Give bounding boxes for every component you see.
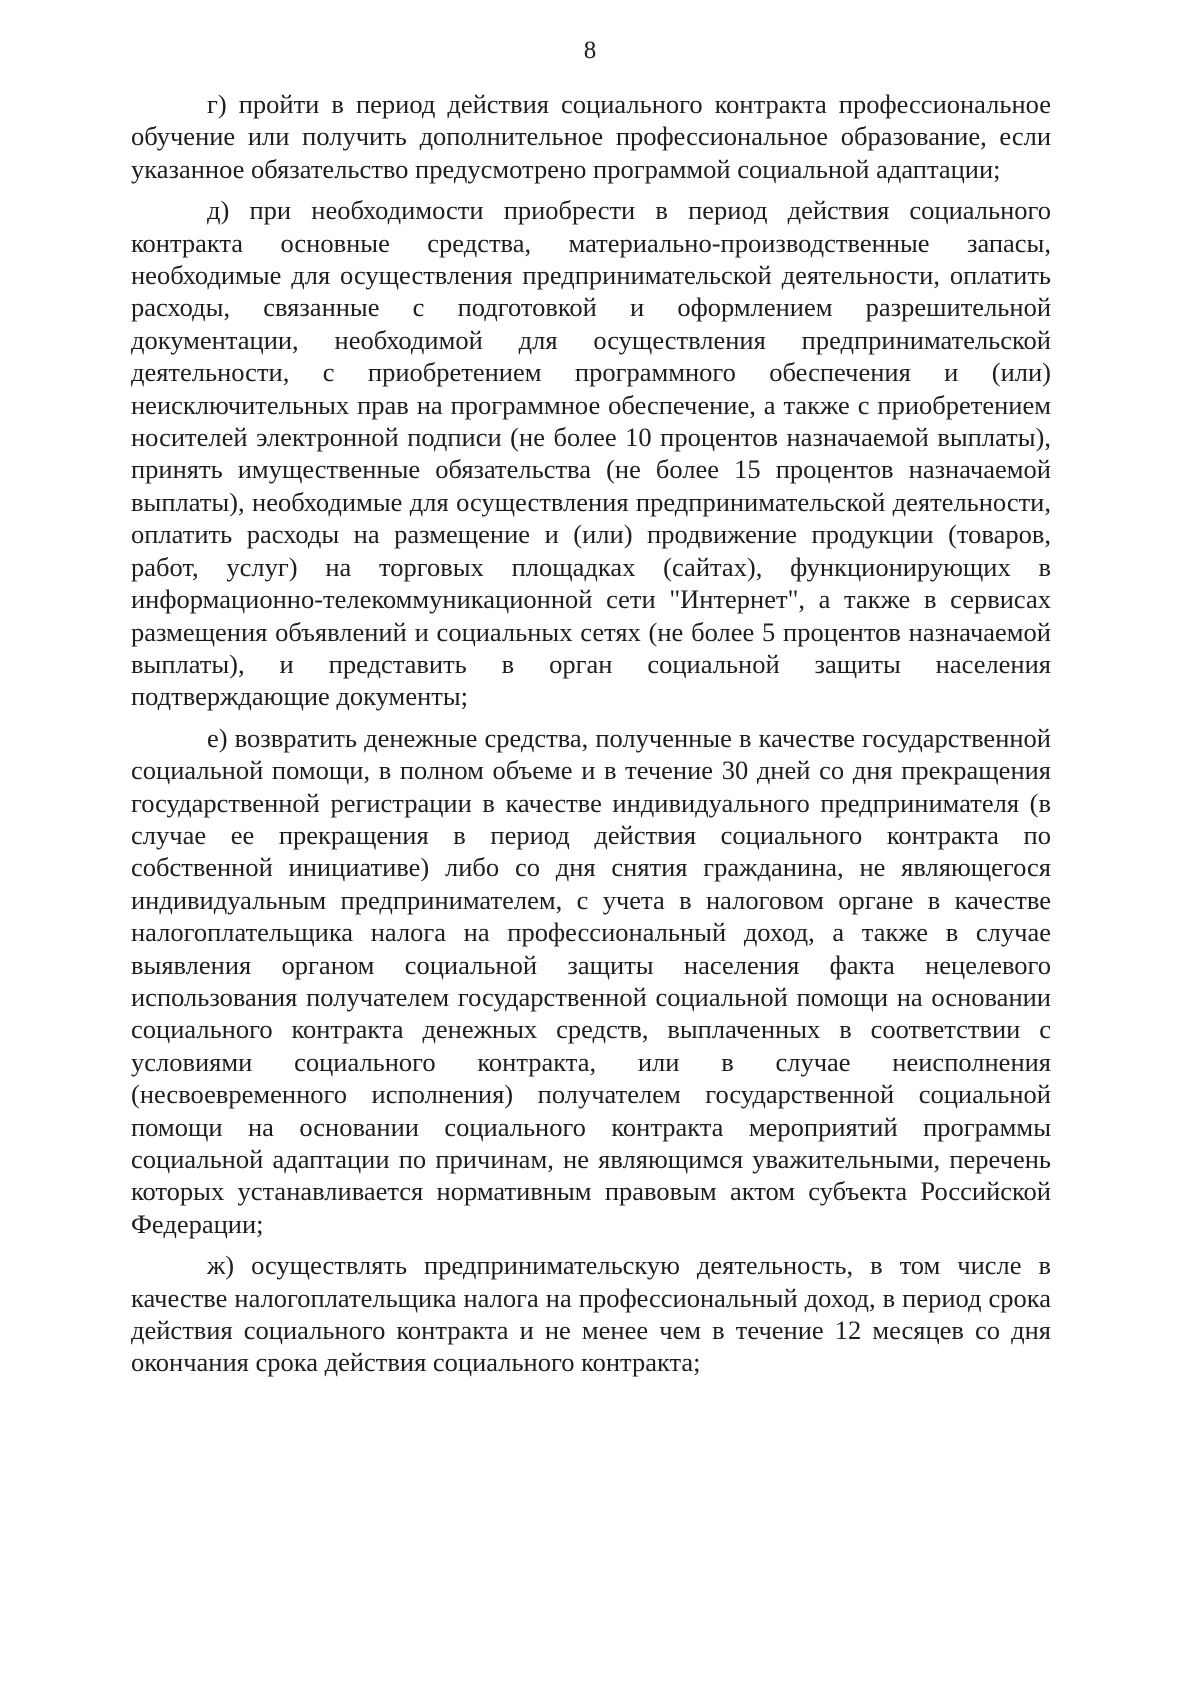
paragraph-e: е) возвратить денежные средства, полученные в качестве государственной социальной помощи, в полном объеме и в течение 30 дней со дня прекращения государственной регистрации в качестве индивидуального предпринимателя (в случае ее прекращения в период действия социального контракта по собственной инициативе) либо со дня снятия гражданина, не являющегося индивидуальным предпринимателем, с учета в налоговом органе в качестве налогоплательщика налога на профессиональный доход, а также в случае выявления органом социальной защиты населения факта нецелевого использования получателем государственной социальной помощи на основании социального контракта денежных средств, выплаченных в соответствии с условиями социального контракта, или в случае неисполнения (несвоевременного исполнения) получателем государственной социальной помощи на основании социального контракта мероприятий программы социальной адаптации по причинам, не являющимся уважительными, перечень которых устанавливается нормативным правовым актом субъекта Российской Федерации;: [131, 722, 1051, 1239]
paragraph-d: д) при необходимости приобрести в период действия социального контракта основные средства, материально-производственные запасы, необходимые для осуществления предпринимательской деятельности, оплатить расходы, связанные с подготовкой и оформлением разрешительной документации, необходимой для осуществления предпринимательской деятельности, с приобретением программного обеспечения и (или) неисключительных прав на программное обеспечение, а также с приобретением носителей электронной подписи (не более 10 процентов назначаемой выплаты), принять имущественные обязательства (не более 15 процентов назначаемой выплаты), необходимые для осуществления предпринимательской деятельности, оплатить расходы на размещение и (или) продвижение продукции (товаров, работ, услуг) на торговых площадках (сайтах), функционирующих в информационно-телекоммуникационной сети "Интернет", а также в сервисах размещения объявлений и социальных сетях (не более 5 процентов назначаемой выплаты), и представить в орган социальной защиты населения подтверждающие документы;: [131, 195, 1051, 712]
paragraph-g: г) пройти в период действия социального контракта профессиональное обучение или получить дополнительное профессиональное образование, если указанное обязательство предусмотрено программой социальной адаптации;: [131, 89, 1051, 184]
paragraph-zh: ж) осуществлять предпринимательскую деятельность, в том числе в качестве налогоплательщика налога на профессиональный доход, в период срока действия социального контракта и не менее чем в течение 12 месяцев со дня окончания срока действия социального контракта;: [131, 1250, 1051, 1378]
page-number: 8: [583, 37, 597, 64]
document-body: [131, 88, 1051, 1379]
